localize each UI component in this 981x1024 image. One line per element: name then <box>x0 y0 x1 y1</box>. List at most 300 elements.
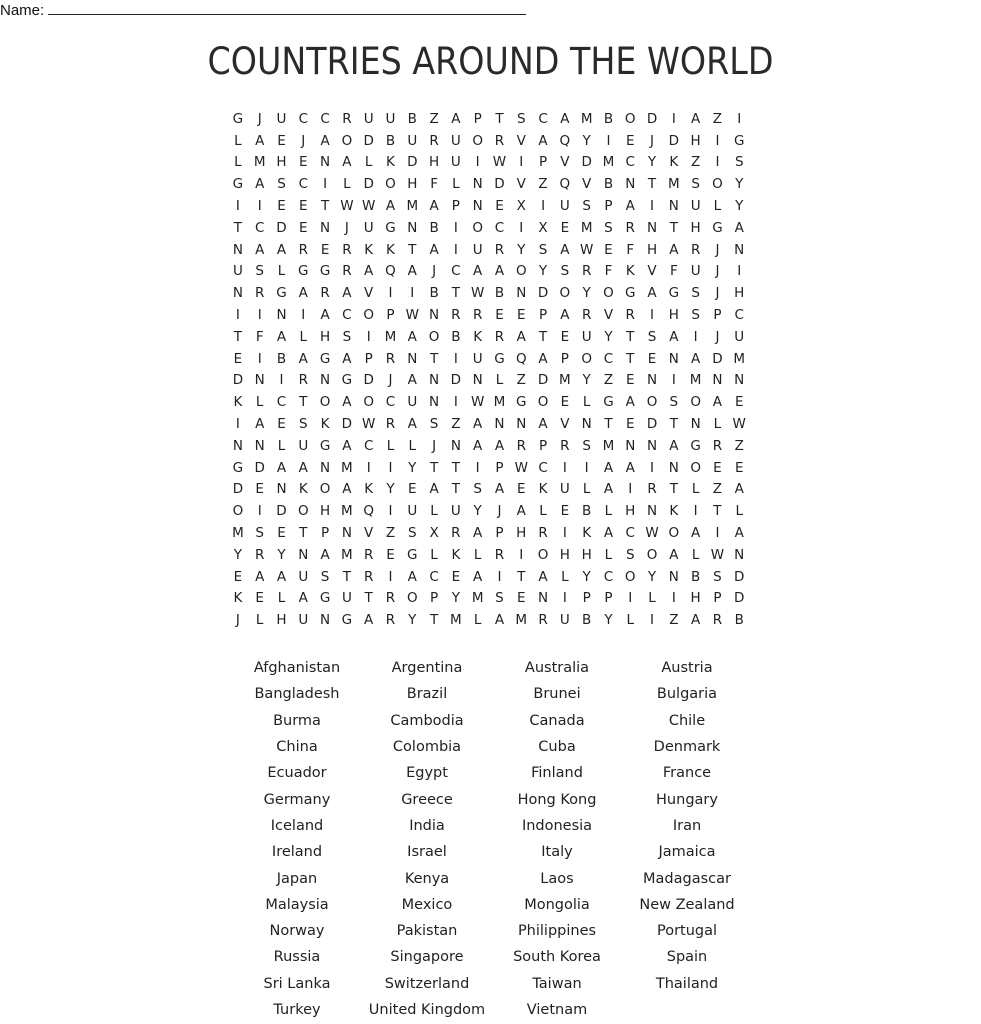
grid-letter: T <box>233 328 243 345</box>
grid-letter: D <box>734 568 745 585</box>
grid-letter: G <box>712 219 723 236</box>
grid-letter: E <box>625 416 635 433</box>
grid-letter: A <box>560 110 570 127</box>
grid-letter: C <box>538 459 548 476</box>
grid-letter: R <box>298 241 308 258</box>
grid-letter: U <box>298 568 309 585</box>
grid-letter: L <box>234 132 242 149</box>
grid-letter: N <box>625 437 636 454</box>
grid-letter: B <box>734 612 744 629</box>
grid-letter: T <box>669 416 678 433</box>
grid-letter: E <box>516 307 526 324</box>
grid-letter: O <box>559 285 571 302</box>
grid-letter: E <box>734 459 744 476</box>
grid-letter: A <box>385 198 396 215</box>
grid-letter: A <box>625 459 635 476</box>
grid-letter: E <box>625 132 635 149</box>
word-list-item: Australia <box>524 660 590 677</box>
grid-letter: R <box>494 328 505 345</box>
grid-letter: M <box>341 503 353 520</box>
grid-letter: A <box>516 503 526 520</box>
grid-letter: K <box>298 481 308 498</box>
grid-letter: N <box>690 416 701 433</box>
grid-letter: I <box>628 481 633 498</box>
grid-letter: L <box>255 612 264 629</box>
grid-letter: R <box>690 241 701 258</box>
grid-letter: T <box>626 350 635 367</box>
grid-letter: E <box>233 568 243 585</box>
grid-letter: E <box>299 154 308 171</box>
grid-letter: O <box>646 546 658 563</box>
grid-letter: A <box>603 459 614 476</box>
grid-letter: I <box>257 307 262 324</box>
word-list-item: Hong Kong <box>517 791 597 808</box>
grid-letter: T <box>299 394 308 411</box>
grid-letter: N <box>320 372 331 389</box>
grid-letter: A <box>734 219 744 236</box>
grid-letter: V <box>560 154 570 171</box>
grid-letter: E <box>299 198 308 215</box>
grid-letter: A <box>691 110 701 127</box>
grid-letter: O <box>319 394 331 411</box>
grid-letter: U <box>407 132 418 149</box>
grid-letter: N <box>646 437 658 454</box>
grid-letter: C <box>625 154 635 171</box>
word-list-item: Mexico <box>401 896 453 913</box>
grid-letter: O <box>624 568 636 585</box>
grid-letter: A <box>473 416 483 433</box>
puzzle-grid <box>227 108 750 631</box>
word-list-item: Brazil <box>406 686 448 703</box>
grid-letter: Z <box>712 110 723 127</box>
grid-letter: X <box>429 525 439 542</box>
grid-letter: K <box>669 503 679 520</box>
grid-letter: A <box>342 154 352 171</box>
grid-letter: A <box>298 350 308 367</box>
grid-letter: F <box>255 328 264 345</box>
grid-letter: C <box>538 110 548 127</box>
grid-letter: Y <box>517 241 526 258</box>
grid-letter: R <box>385 590 396 607</box>
word-list-item: Kenya <box>404 870 450 887</box>
word-list-item: Iceland <box>270 817 324 834</box>
grid-letter: G <box>516 394 527 411</box>
grid-letter: B <box>407 110 417 127</box>
grid-letter: D <box>537 285 549 302</box>
grid-letter: J <box>301 132 306 149</box>
grid-letter: P <box>582 590 591 607</box>
grid-letter: I <box>562 525 567 542</box>
grid-letter: R <box>516 437 526 454</box>
grid-letter: E <box>495 307 504 324</box>
grid-letter: N <box>668 350 679 367</box>
grid-letter: N <box>734 546 745 563</box>
grid-letter: C <box>298 110 308 127</box>
word-list-item: Japan <box>276 870 318 887</box>
grid-letter: N <box>320 612 331 629</box>
grid-letter: P <box>429 590 439 607</box>
grid-letter: I <box>650 612 655 629</box>
grid-letter: N <box>494 416 505 433</box>
grid-letter: W <box>405 307 419 324</box>
grid-letter: Y <box>277 546 286 563</box>
grid-letter: O <box>472 219 483 236</box>
grid-letter: Q <box>559 132 571 149</box>
word-list-item: Cambodia <box>390 712 464 729</box>
grid-letter: F <box>430 176 438 193</box>
grid-letter: D <box>668 132 680 149</box>
word-list-item: Egypt <box>406 765 448 782</box>
grid-letter: Z <box>691 154 701 171</box>
grid-letter: U <box>559 481 570 498</box>
grid-letter: T <box>538 328 548 345</box>
grid-letter: L <box>495 372 504 389</box>
grid-letter: B <box>385 132 396 149</box>
word-list-item: India <box>409 817 445 834</box>
grid-letter: S <box>473 481 482 498</box>
grid-letter: O <box>581 350 592 367</box>
grid-letter: Y <box>233 546 243 563</box>
grid-letter: N <box>668 459 679 476</box>
grid-letter: N <box>254 372 265 389</box>
grid-letter: T <box>669 219 678 236</box>
grid-letter: T <box>626 328 635 345</box>
grid-letter: A <box>255 416 265 433</box>
grid-letter: I <box>410 285 415 302</box>
grid-letter: U <box>472 350 483 367</box>
grid-letter: G <box>690 437 701 454</box>
grid-letter: E <box>560 219 570 236</box>
grid-letter: R <box>255 546 265 563</box>
grid-letter: I <box>453 241 458 258</box>
grid-letter: G <box>232 176 244 193</box>
grid-letter: G <box>603 394 614 411</box>
grid-letter: L <box>691 546 700 563</box>
grid-letter: I <box>453 350 458 367</box>
grid-letter: K <box>364 481 374 498</box>
grid-letter: G <box>625 285 636 302</box>
word-list-item: Singapore <box>390 949 464 966</box>
grid-letter: O <box>537 394 549 411</box>
name-line[interactable] <box>48 2 526 15</box>
grid-letter: J <box>497 503 502 520</box>
grid-letter: G <box>276 285 287 302</box>
grid-letter: U <box>232 263 243 280</box>
name-field[interactable] <box>0 2 526 19</box>
grid-letter: A <box>276 241 287 258</box>
grid-letter: I <box>366 459 371 476</box>
grid-letter: D <box>581 154 592 171</box>
word-list-item: China <box>276 739 318 756</box>
grid-letter: I <box>453 219 458 236</box>
grid-letter: K <box>669 154 679 171</box>
grid-letter: W <box>470 394 485 411</box>
grid-letter: V <box>560 416 570 433</box>
grid-letter: U <box>385 110 396 127</box>
word-list-item: Argentina <box>391 660 463 677</box>
grid-letter: L <box>582 394 591 411</box>
grid-letter: H <box>276 154 287 171</box>
grid-letter: A <box>451 110 461 127</box>
grid-letter: L <box>255 394 264 411</box>
grid-letter: A <box>473 263 483 280</box>
grid-letter: S <box>516 110 526 127</box>
grid-letter: I <box>584 459 589 476</box>
grid-letter: N <box>254 437 265 454</box>
word-list-item: Greece <box>401 791 453 808</box>
grid-letter: N <box>516 285 527 302</box>
grid-letter: B <box>429 219 439 236</box>
grid-letter: S <box>495 590 504 607</box>
grid-letter: P <box>473 110 482 127</box>
grid-letter: R <box>472 307 483 324</box>
grid-letter: N <box>298 546 309 563</box>
grid-letter: O <box>646 394 658 411</box>
grid-letter: A <box>516 328 526 345</box>
word-list-item: Madagascar <box>643 870 731 887</box>
grid-letter: E <box>734 394 744 411</box>
grid-letter: N <box>516 416 527 433</box>
grid-letter: Z <box>538 176 548 193</box>
grid-letter: N <box>646 219 658 236</box>
grid-letter: Y <box>408 459 417 476</box>
grid-letter: R <box>385 612 396 629</box>
grid-letter: O <box>232 503 244 520</box>
grid-letter: K <box>386 241 395 258</box>
grid-letter: H <box>407 176 418 193</box>
grid-letter: I <box>475 459 480 476</box>
grid-letter: S <box>604 219 613 236</box>
grid-letter: O <box>690 459 701 476</box>
grid-letter: M <box>406 198 419 215</box>
grid-letter: A <box>691 612 701 629</box>
grid-letter: I <box>715 154 720 171</box>
grid-letter: G <box>341 372 353 389</box>
grid-letter: Q <box>559 176 571 193</box>
grid-letter: I <box>650 198 655 215</box>
grid-letter: U <box>559 198 570 215</box>
grid-letter: H <box>516 525 527 542</box>
grid-letter: A <box>560 307 570 324</box>
grid-letter: N <box>407 350 418 367</box>
grid-letter: A <box>342 481 352 498</box>
word-list-item: Thailand <box>655 975 719 992</box>
grid-letter: E <box>604 241 613 258</box>
word-list-item: Austria <box>661 660 713 677</box>
grid-letter: S <box>647 328 657 345</box>
grid-letter: Y <box>735 198 744 215</box>
grid-letter: I <box>650 307 655 324</box>
grid-letter: T <box>429 612 439 629</box>
grid-letter: P <box>538 307 548 324</box>
grid-letter: I <box>541 198 546 215</box>
grid-letter: W <box>514 459 528 476</box>
grid-letter: Y <box>582 372 591 389</box>
grid-letter: H <box>625 503 636 520</box>
grid-letter: D <box>407 154 418 171</box>
grid-letter: A <box>712 394 723 411</box>
grid-letter: P <box>604 198 613 215</box>
grid-letter: Z <box>603 372 614 389</box>
word-list-item: Pakistan <box>396 923 458 940</box>
grid-letter: L <box>713 416 722 433</box>
word-list-item: Mongolia <box>524 896 590 913</box>
grid-letter: N <box>450 437 461 454</box>
grid-letter: S <box>407 525 417 542</box>
grid-letter: N <box>646 372 658 389</box>
grid-letter: V <box>364 525 374 542</box>
grid-letter: S <box>669 394 679 411</box>
grid-letter: P <box>604 590 613 607</box>
grid-letter: B <box>582 612 592 629</box>
grid-letter: I <box>737 110 742 127</box>
word-list-item: Laos <box>540 870 574 887</box>
grid-letter: N <box>734 241 745 258</box>
grid-letter: R <box>255 285 265 302</box>
grid-letter: A <box>342 285 352 302</box>
grid-letter: Z <box>712 481 723 498</box>
grid-letter: A <box>734 525 744 542</box>
grid-letter: P <box>364 350 373 367</box>
grid-letter: P <box>713 307 722 324</box>
grid-letter: Y <box>582 285 591 302</box>
grid-letter: R <box>385 350 396 367</box>
grid-letter: W <box>470 285 485 302</box>
grid-letter: A <box>429 198 439 215</box>
grid-letter: H <box>428 154 440 171</box>
grid-letter: W <box>645 525 659 542</box>
grid-letter: S <box>342 328 352 345</box>
grid-letter: R <box>581 263 592 280</box>
grid-letter: G <box>341 612 353 629</box>
grid-letter: H <box>690 132 701 149</box>
grid-letter: K <box>538 481 548 498</box>
grid-letter: L <box>539 503 547 520</box>
grid-letter: I <box>366 328 371 345</box>
grid-letter: T <box>429 459 439 476</box>
grid-letter: U <box>407 394 418 411</box>
grid-letter: S <box>625 546 635 563</box>
grid-letter: M <box>450 612 462 629</box>
grid-letter: D <box>363 176 374 193</box>
grid-letter: M <box>232 525 244 542</box>
grid-letter: A <box>647 285 657 302</box>
grid-letter: O <box>385 176 396 193</box>
grid-letter: W <box>710 546 725 563</box>
grid-letter: E <box>625 372 635 389</box>
grid-letter: D <box>734 590 745 607</box>
grid-letter: U <box>450 132 461 149</box>
grid-letter: Z <box>516 372 526 389</box>
grid-letter: C <box>603 568 614 585</box>
grid-letter: E <box>299 219 308 236</box>
grid-letter: A <box>538 416 548 433</box>
grid-letter: D <box>712 350 723 367</box>
grid-letter: A <box>429 481 439 498</box>
grid-letter: U <box>734 328 745 345</box>
grid-letter: A <box>364 612 374 629</box>
grid-letter: G <box>319 263 331 280</box>
grid-letter: J <box>388 372 393 389</box>
grid-letter: B <box>691 568 701 585</box>
grid-letter: G <box>407 546 418 563</box>
grid-letter: T <box>408 241 417 258</box>
grid-letter: K <box>386 154 395 171</box>
grid-letter: M <box>733 350 746 367</box>
grid-letter: M <box>580 219 593 236</box>
grid-letter: D <box>232 481 244 498</box>
grid-letter: N <box>341 525 352 542</box>
grid-letter: W <box>732 416 746 433</box>
grid-letter: I <box>671 110 676 127</box>
grid-letter: I <box>519 154 524 171</box>
grid-letter: L <box>430 503 438 520</box>
grid-letter: S <box>691 307 700 324</box>
grid-letter: R <box>625 307 635 324</box>
grid-letter: J <box>432 263 437 280</box>
grid-letter: A <box>364 263 374 280</box>
grid-letter: N <box>232 285 243 302</box>
grid-letter: E <box>386 546 395 563</box>
grid-letter: A <box>473 525 483 542</box>
grid-letter: I <box>519 219 524 236</box>
grid-letter: I <box>301 307 306 324</box>
grid-letter: K <box>582 525 592 542</box>
grid-letter: W <box>579 241 594 258</box>
grid-letter: A <box>320 132 330 149</box>
grid-letter: J <box>650 132 655 149</box>
grid-letter: M <box>559 372 571 389</box>
grid-letter: M <box>471 590 484 607</box>
grid-letter: S <box>255 263 264 280</box>
grid-letter: D <box>341 416 353 433</box>
grid-letter: B <box>276 350 287 367</box>
grid-letter: A <box>342 350 352 367</box>
grid-letter: D <box>646 110 658 127</box>
grid-letter: L <box>452 176 460 193</box>
grid-letter: E <box>560 503 570 520</box>
grid-letter: R <box>385 416 396 433</box>
grid-letter: N <box>581 416 592 433</box>
grid-letter: O <box>712 176 723 193</box>
grid-letter: A <box>342 437 352 454</box>
grid-letter: O <box>406 590 418 607</box>
grid-letter: A <box>407 416 417 433</box>
grid-letter: I <box>475 154 480 171</box>
grid-letter: C <box>298 176 308 193</box>
grid-letter: Y <box>582 568 591 585</box>
grid-letter: O <box>668 525 680 542</box>
grid-letter: D <box>646 416 658 433</box>
word-list-item: Norway <box>269 923 325 940</box>
grid-letter: A <box>407 568 417 585</box>
grid-letter: A <box>298 590 308 607</box>
grid-letter: S <box>277 176 286 193</box>
grid-letter: D <box>276 219 287 236</box>
grid-letter: Y <box>604 612 613 629</box>
grid-letter: D <box>537 372 549 389</box>
grid-letter: I <box>628 590 633 607</box>
grid-letter: A <box>494 263 505 280</box>
word-list-item: Jamaica <box>658 844 716 861</box>
grid-letter: Y <box>604 328 613 345</box>
grid-letter: E <box>277 132 286 149</box>
word-list <box>232 655 752 1023</box>
grid-letter: L <box>648 590 656 607</box>
grid-letter: U <box>298 612 309 629</box>
grid-letter: E <box>713 459 722 476</box>
word-list-item: Ecuador <box>267 765 327 782</box>
